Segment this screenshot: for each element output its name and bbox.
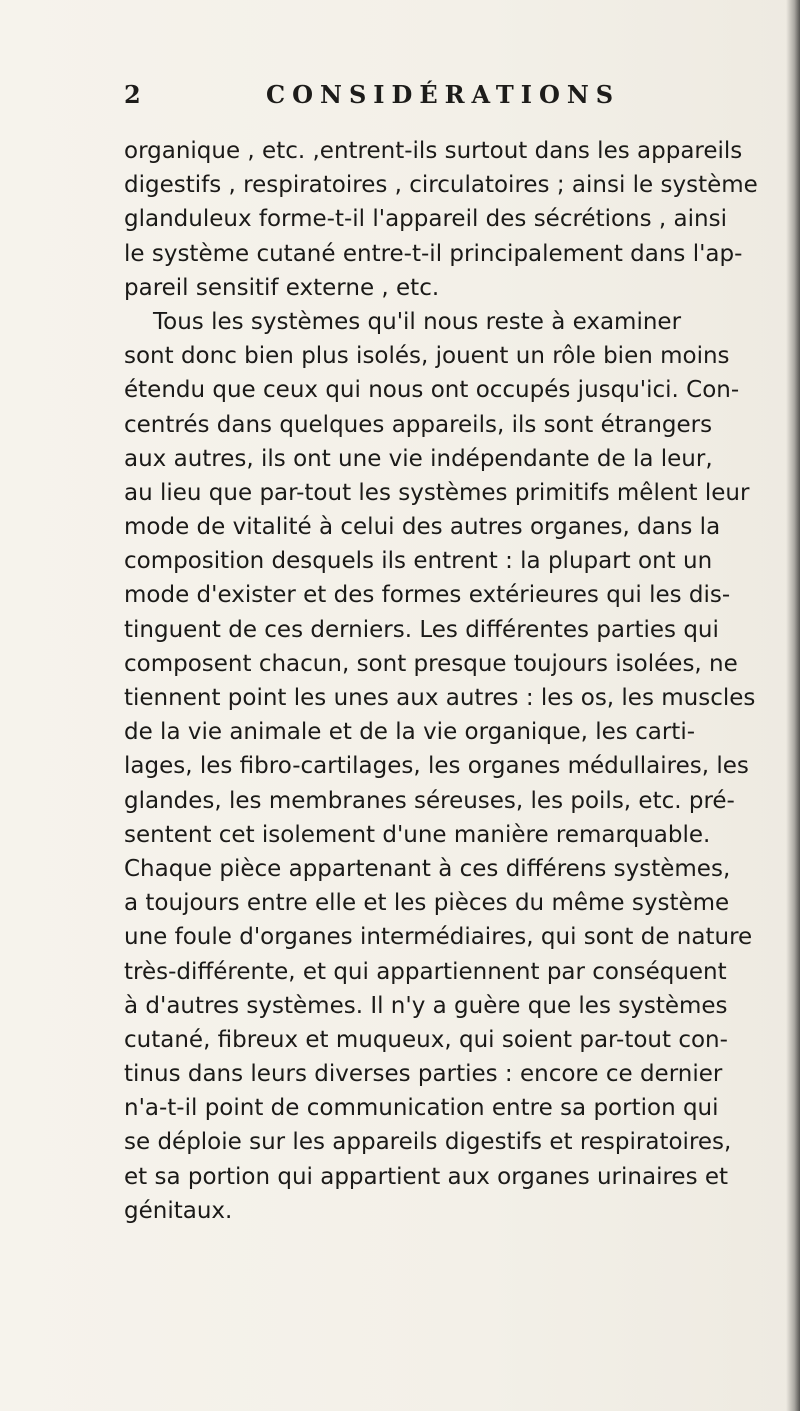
text-line: génitaux.	[124, 1197, 233, 1224]
text-line: et sa portion qui appartient aux organes urinaires et	[124, 1163, 729, 1190]
text-line: Tous les systèmes qu'il nous reste à examiner	[153, 308, 682, 335]
page-header	[124, 80, 784, 120]
text-line: mode d'exister et des formes extérieures qui les dis-	[124, 582, 731, 609]
text-line: Chaque pièce appartenant à ces différens systèmes,	[124, 855, 731, 882]
text-line: sont donc bien plus isolés, jouent un rôle bien moins	[124, 343, 730, 370]
page-number: 2	[124, 80, 141, 109]
text-line: digestifs , respiratoires , circulatoires ; ainsi le système	[124, 172, 758, 199]
text-line: au lieu que par-tout les systèmes primitifs mêlent leur	[124, 479, 750, 506]
text-line: lages, les fibro-cartilages, les organes médullaires, les	[124, 753, 749, 780]
text-line: très-différente, et qui appartiennent par conséquent	[124, 958, 727, 985]
text-line: se déploie sur les appareils digestifs et respiratoires,	[124, 1129, 732, 1156]
text-line: tinguent de ces derniers. Les différentes parties qui	[124, 616, 719, 643]
text-line: sentent cet isolement d'une manière remarquable.	[124, 821, 711, 848]
running-title: CONSIDÉRATIONS	[266, 80, 621, 109]
text-line: pareil sensitif externe , etc.	[124, 274, 440, 301]
text-line: organique , etc. ,entrent-ils surtout dans les appareils	[124, 138, 743, 164]
text-line: glandes, les membranes séreuses, les poils, etc. pré-	[124, 787, 735, 814]
text-line: tiennent point les unes aux autres : les os, les muscles	[124, 685, 756, 711]
text-line: tinus dans leurs diverses parties : encore ce dernier	[124, 1061, 723, 1088]
page-edge-shadow	[786, 0, 800, 1411]
body-text	[124, 134, 764, 1228]
text-line: de la vie animale et de la vie organique, les carti-	[124, 719, 696, 746]
text-line: n'a-t-il point de communication entre sa portion qui	[124, 1095, 719, 1122]
text-line: étendu que ceux qui nous ont occupés jusqu'ici. Con-	[124, 377, 740, 404]
text-line: mode de vitalité à celui des autres organes, dans la	[124, 514, 721, 541]
text-line: a toujours entre elle et les pièces du même système	[124, 890, 730, 917]
text-line: glanduleux forme-t-il l'appareil des sécrétions , ainsi	[124, 206, 727, 233]
text-line: centrés dans quelques appareils, ils sont étrangers	[124, 411, 713, 438]
text-line: cutané, fibreux et muqueux, qui soient par-tout con-	[124, 1026, 728, 1053]
text-line: le système cutané entre-t-il principalement dans l'ap-	[124, 240, 743, 267]
text-line: aux autres, ils ont une vie indépendante de la leur,	[124, 445, 713, 472]
text-line: composition desquels ils entrent : la plupart ont un	[124, 548, 713, 575]
text-line: à d'autres systèmes. Il n'y a guère que les systèmes	[124, 992, 728, 1019]
text-line: une foule d'organes intermédiaires, qui sont de nature	[124, 924, 753, 951]
text-line: composent chacun, sont presque toujours isolées, ne	[124, 650, 738, 677]
